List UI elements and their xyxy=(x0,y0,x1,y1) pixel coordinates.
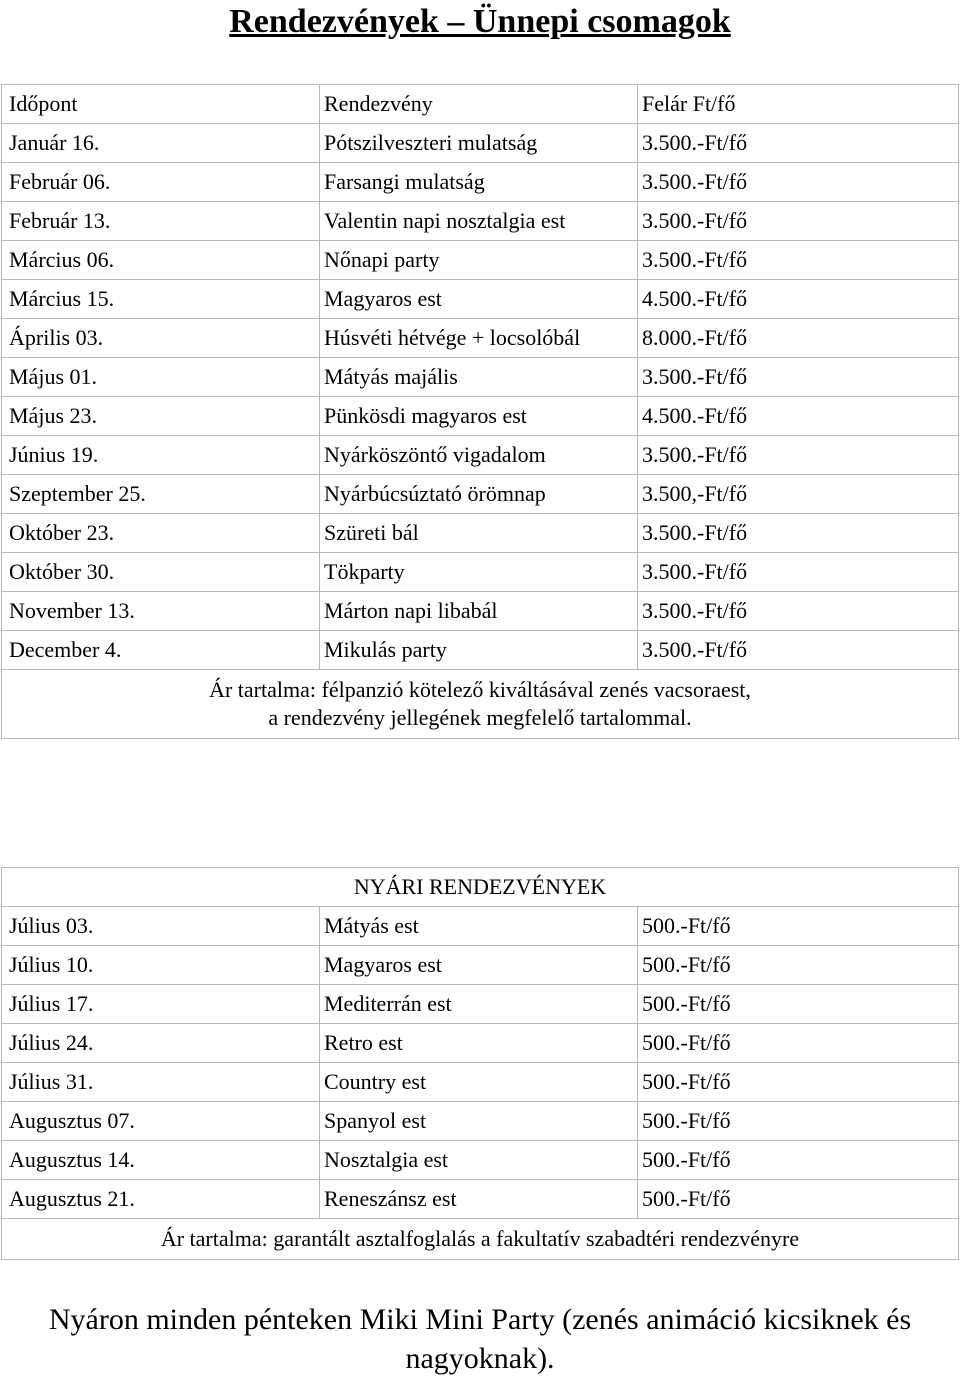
cell-date: Május 23. xyxy=(2,397,320,436)
cell-date: Július 24. xyxy=(2,1024,320,1063)
cell-price: 8.000.-Ft/fő xyxy=(638,319,959,358)
cell-price: 3.500.-Ft/fő xyxy=(638,436,959,475)
summer-note: Ár tartalma: garantált asztalfoglalás a fakultatív szabadtéri rendezvényre xyxy=(2,1219,959,1260)
cell-date: Július 31. xyxy=(2,1063,320,1102)
cell-date: November 13. xyxy=(2,592,320,631)
table-row xyxy=(2,358,959,397)
cell-price: 3.500.-Ft/fő xyxy=(638,592,959,631)
summer-party-notice xyxy=(0,1300,960,1378)
cell-price: 3.500.-Ft/fő xyxy=(638,124,959,163)
table-row xyxy=(2,397,959,436)
table-row xyxy=(2,202,959,241)
cell-date: Június 19. xyxy=(2,436,320,475)
cell-event: Magyaros est xyxy=(320,280,638,319)
cell-price: 500.-Ft/fő xyxy=(638,1024,959,1063)
cell-event: Nyárbúcsúztató örömnap xyxy=(320,475,638,514)
table-row xyxy=(2,163,959,202)
cell-price: 3.500.-Ft/fő xyxy=(638,514,959,553)
table-row xyxy=(2,592,959,631)
cell-price: 500.-Ft/fő xyxy=(638,907,959,946)
summer-note-row xyxy=(2,1219,959,1260)
cell-event: Nőnapi party xyxy=(320,241,638,280)
cell-price: 3.500.-Ft/fő xyxy=(638,241,959,280)
summer-heading: NYÁRI RENDEZVÉNYEK xyxy=(2,868,959,907)
table-row xyxy=(2,514,959,553)
table-row xyxy=(2,946,959,985)
cell-price: 4.500.-Ft/fő xyxy=(638,397,959,436)
cell-date: Július 10. xyxy=(2,946,320,985)
cell-date: Október 30. xyxy=(2,553,320,592)
table-row xyxy=(2,631,959,670)
header-price: Felár Ft/fő xyxy=(638,85,959,124)
cell-event: Mátyás est xyxy=(320,907,638,946)
table-row xyxy=(2,1063,959,1102)
summer-party-line-1: Nyáron minden pénteken Miki Mini Party (zenés animáció kicsiknek és xyxy=(48,1303,912,1336)
summer-heading-row xyxy=(2,868,959,907)
cell-date: Augusztus 14. xyxy=(2,1141,320,1180)
header-date: Időpont xyxy=(2,85,320,124)
cell-price: 3.500.-Ft/fő xyxy=(638,358,959,397)
table-row xyxy=(2,124,959,163)
table-row xyxy=(2,241,959,280)
cell-date: Július 03. xyxy=(2,907,320,946)
table-row xyxy=(2,280,959,319)
cell-date: Április 03. xyxy=(2,319,320,358)
events-table xyxy=(1,84,959,739)
page-title: Rendezvények – Ünnepi csomagok xyxy=(229,3,731,40)
events-table-body xyxy=(2,85,959,670)
table-row xyxy=(2,1024,959,1063)
header-event: Rendezvény xyxy=(320,85,638,124)
cell-price: 500.-Ft/fő xyxy=(638,1180,959,1219)
summer-events-table xyxy=(1,867,959,1260)
cell-event: Nosztalgia est xyxy=(320,1141,638,1180)
cell-event: Tökparty xyxy=(320,553,638,592)
cell-price: 500.-Ft/fő xyxy=(638,1063,959,1102)
cell-date: Február 13. xyxy=(2,202,320,241)
cell-date: Február 06. xyxy=(2,163,320,202)
cell-price: 3.500,-Ft/fő xyxy=(638,475,959,514)
cell-event: Valentin napi nosztalgia est xyxy=(320,202,638,241)
table-row xyxy=(2,1141,959,1180)
cell-event: Márton napi libabál xyxy=(320,592,638,631)
cell-price: 500.-Ft/fő xyxy=(638,1141,959,1180)
table-header-row xyxy=(2,85,959,124)
cell-price: 500.-Ft/fő xyxy=(638,985,959,1024)
summer-party-line-2: nagyoknak). xyxy=(405,1342,555,1375)
summer-table-body xyxy=(2,907,959,1219)
cell-date: Március 06. xyxy=(2,241,320,280)
cell-date: Július 17. xyxy=(2,985,320,1024)
cell-event: Szüreti bál xyxy=(320,514,638,553)
table-row xyxy=(2,475,959,514)
table-row xyxy=(2,1180,959,1219)
cell-price: 3.500.-Ft/fő xyxy=(638,163,959,202)
table-note-row xyxy=(2,670,959,739)
cell-event: Farsangi mulatság xyxy=(320,163,638,202)
table-row xyxy=(2,319,959,358)
cell-event: Spanyol est xyxy=(320,1102,638,1141)
cell-price: 500.-Ft/fő xyxy=(638,946,959,985)
table-row xyxy=(2,985,959,1024)
cell-event: Retro est xyxy=(320,1024,638,1063)
cell-event: Mediterrán est xyxy=(320,985,638,1024)
cell-event: Pótszilveszteri mulatság xyxy=(320,124,638,163)
cell-price: 3.500.-Ft/fő xyxy=(638,631,959,670)
cell-event: Mátyás majális xyxy=(320,358,638,397)
cell-date: Szeptember 25. xyxy=(2,475,320,514)
cell-event: Mikulás party xyxy=(320,631,638,670)
cell-event: Magyaros est xyxy=(320,946,638,985)
cell-date: Január 16. xyxy=(2,124,320,163)
price-note-line-2: a rendezvény jellegének megfelelő tartalommal. xyxy=(268,705,692,730)
cell-date: Május 01. xyxy=(2,358,320,397)
cell-event: Húsvéti hétvége + locsolóbál xyxy=(320,319,638,358)
cell-price: 4.500.-Ft/fő xyxy=(638,280,959,319)
cell-date: Augusztus 07. xyxy=(2,1102,320,1141)
table-row xyxy=(2,553,959,592)
cell-price: 3.500.-Ft/fő xyxy=(638,202,959,241)
cell-date: Október 23. xyxy=(2,514,320,553)
price-note-cell xyxy=(2,670,959,739)
cell-event: Reneszánsz est xyxy=(320,1180,638,1219)
cell-date: Augusztus 21. xyxy=(2,1180,320,1219)
price-note-line-1: Ár tartalma: félpanzió kötelező kiváltásával zenés vacsoraest, xyxy=(209,677,751,702)
cell-price: 3.500.-Ft/fő xyxy=(638,553,959,592)
cell-event: Nyárköszöntő vigadalom xyxy=(320,436,638,475)
table-row xyxy=(2,1102,959,1141)
cell-date: Március 15. xyxy=(2,280,320,319)
cell-event: Pünkösdi magyaros est xyxy=(320,397,638,436)
cell-event: Country est xyxy=(320,1063,638,1102)
table-row xyxy=(2,907,959,946)
cell-date: December 4. xyxy=(2,631,320,670)
table-row xyxy=(2,436,959,475)
cell-price: 500.-Ft/fő xyxy=(638,1102,959,1141)
